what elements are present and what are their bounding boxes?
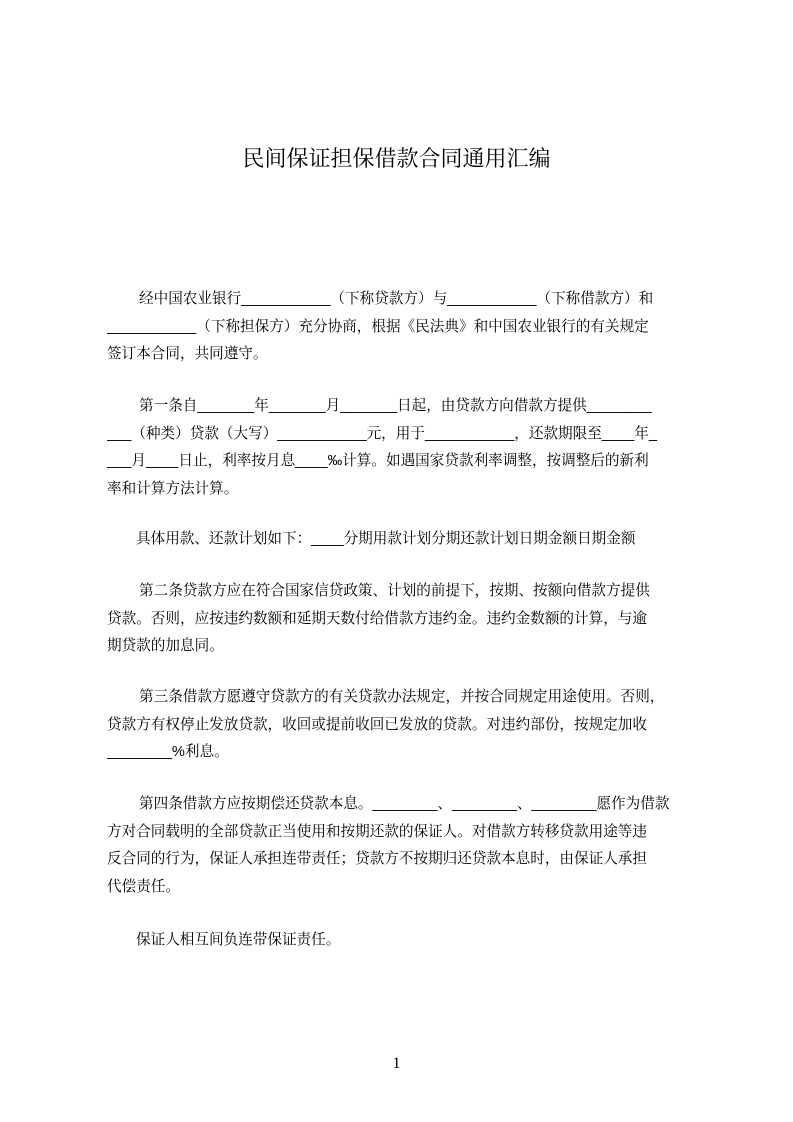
paragraph-article-3 — [107, 684, 700, 767]
paragraph-repayment-plan — [107, 526, 700, 554]
text-line: ___月____日止，利率按月息____‰计算。如遇国家贷款利率调整，按调整后的新利 — [107, 453, 649, 469]
text-line: 贷款。否则，应按违约数额和延期天数付给借款方违约金。违约金数额的计算，与逾 — [107, 610, 647, 627]
text-line: 代偿责任。 — [107, 878, 180, 895]
text-line: 第四条借款方应按期偿还贷款本息。________、________、________愿作为借款 — [139, 796, 670, 812]
text-line: 签订本合同，共同遵守。 — [107, 346, 268, 362]
text-line: 期贷款的加息同。 — [107, 638, 224, 654]
paragraph-article-2 — [107, 578, 700, 661]
page-number: 1 — [392, 1055, 401, 1072]
text-line: 第三条借款方愿遵守贷款方的有关贷款办法规定，并按合同规定用途使用。否则， — [139, 689, 665, 705]
text-line: ___（种类）贷款（大写）___________元，用于___________，还款期限至____年_ — [107, 425, 657, 442]
text-line: 第二条贷款方应在符合国家信贷政策、计划的前提下，按期、按额向借款方提供 — [139, 583, 650, 599]
text-line: 贷款方有权停止发放贷款，收回或提前收回已发放的贷款。对违约部份，按规定加收 — [107, 716, 647, 733]
paragraph-article-1 — [107, 393, 700, 503]
text-line: 经中国农业银行___________（下称贷款方）与___________（下称借款方）和 — [139, 291, 654, 307]
text-line: 率和计算方法计算。 — [107, 480, 239, 497]
text-line: 反合同的行为，保证人承担连带责任；贷款方不按期归还贷款本息时，由保证人承担 — [107, 851, 647, 867]
text-line: 具体用款、还款计划如下：____分期用款计划分期还款计划日期金额日期金额 — [136, 531, 636, 547]
text-line: 方对合同载明的全部贷款正当使用和按期还款的保证人。对借款方转移贷款用途等违 — [107, 823, 647, 840]
text-line: ________%利息。 — [107, 744, 229, 760]
text-line: 第一条自_______年_______月_______日起，由贷款方向借款方提供________ — [139, 398, 652, 414]
paragraph-joint-liability — [107, 927, 700, 955]
text-line: 保证人相互间负连带保证责任。 — [136, 932, 341, 948]
text-line: ___________（下称担保方）充分协商，根据《民法典》和中国农业银行的有关规定 — [107, 318, 649, 335]
paragraph-preamble — [107, 286, 700, 369]
paragraph-article-4 — [107, 791, 700, 901]
document-title: 民间保证担保借款合同通用汇编 — [242, 146, 551, 171]
